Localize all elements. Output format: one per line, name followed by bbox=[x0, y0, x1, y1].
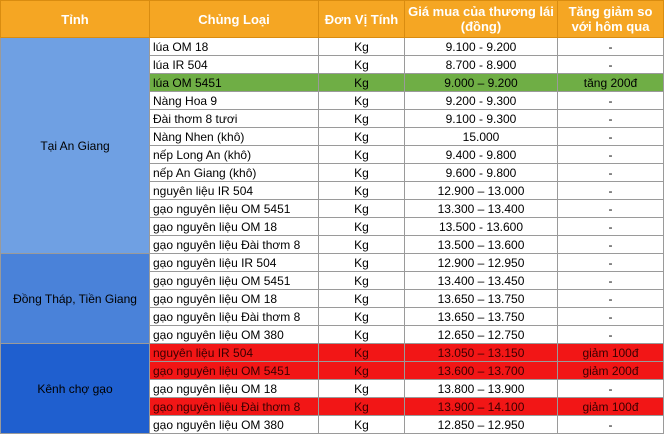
header-type: Chủng Loại bbox=[150, 1, 319, 38]
change-cell: tăng 200đ bbox=[558, 74, 664, 92]
table-row bbox=[1, 344, 664, 362]
price-cell: 13.400 – 13.450 bbox=[405, 272, 558, 290]
table-row bbox=[1, 254, 664, 272]
type-cell: gạo nguyên liệu IR 504 bbox=[150, 254, 319, 272]
unit-cell: Kg bbox=[319, 362, 405, 380]
type-cell: Nàng Hoa 9 bbox=[150, 92, 319, 110]
change-cell: - bbox=[558, 164, 664, 182]
type-cell: nguyên liệu IR 504 bbox=[150, 344, 319, 362]
type-cell: gạo nguyên liệu OM 5451 bbox=[150, 272, 319, 290]
type-cell: lúa OM 18 bbox=[150, 38, 319, 56]
type-cell: gạo nguyên liệu OM 5451 bbox=[150, 200, 319, 218]
change-cell: - bbox=[558, 290, 664, 308]
unit-cell: Kg bbox=[319, 254, 405, 272]
type-cell: nguyên liệu IR 504 bbox=[150, 182, 319, 200]
type-cell: gạo nguyên liệu Đài thơm 8 bbox=[150, 308, 319, 326]
type-cell: Đài thơm 8 tươi bbox=[150, 110, 319, 128]
unit-cell: Kg bbox=[319, 308, 405, 326]
price-cell: 13.050 – 13.150 bbox=[405, 344, 558, 362]
region-cell: Kênh chợ gạo bbox=[1, 344, 150, 434]
unit-cell: Kg bbox=[319, 38, 405, 56]
change-cell: - bbox=[558, 380, 664, 398]
price-cell: 13.900 – 14.100 bbox=[405, 398, 558, 416]
change-cell: - bbox=[558, 182, 664, 200]
price-cell: 12.850 – 12.950 bbox=[405, 416, 558, 434]
unit-cell: Kg bbox=[319, 164, 405, 182]
type-cell: gạo nguyên liệu OM 380 bbox=[150, 416, 319, 434]
price-cell: 9.200 - 9.300 bbox=[405, 92, 558, 110]
price-cell: 13.650 – 13.750 bbox=[405, 290, 558, 308]
change-cell: - bbox=[558, 236, 664, 254]
table-body bbox=[1, 38, 664, 434]
unit-cell: Kg bbox=[319, 200, 405, 218]
change-cell: giảm 100đ bbox=[558, 398, 664, 416]
price-cell: 13.500 – 13.600 bbox=[405, 236, 558, 254]
price-cell: 12.900 – 13.000 bbox=[405, 182, 558, 200]
type-cell: gạo nguyên liệu Đài thơm 8 bbox=[150, 398, 319, 416]
change-cell: - bbox=[558, 92, 664, 110]
type-cell: gạo nguyên liệu OM 5451 bbox=[150, 362, 319, 380]
change-cell: - bbox=[558, 128, 664, 146]
unit-cell: Kg bbox=[319, 128, 405, 146]
unit-cell: Kg bbox=[319, 56, 405, 74]
price-cell: 15.000 bbox=[405, 128, 558, 146]
change-cell: giảm 200đ bbox=[558, 362, 664, 380]
type-cell: gạo nguyên liệu OM 380 bbox=[150, 326, 319, 344]
unit-cell: Kg bbox=[319, 146, 405, 164]
price-cell: 13.800 – 13.900 bbox=[405, 380, 558, 398]
price-cell: 12.650 – 12.750 bbox=[405, 326, 558, 344]
change-cell: - bbox=[558, 308, 664, 326]
type-cell: gạo nguyên liệu Đài thơm 8 bbox=[150, 236, 319, 254]
type-cell: Nàng Nhen (khô) bbox=[150, 128, 319, 146]
unit-cell: Kg bbox=[319, 398, 405, 416]
unit-cell: Kg bbox=[319, 236, 405, 254]
type-cell: gạo nguyên liệu OM 18 bbox=[150, 290, 319, 308]
change-cell: giảm 100đ bbox=[558, 344, 664, 362]
unit-cell: Kg bbox=[319, 92, 405, 110]
change-cell: - bbox=[558, 272, 664, 290]
header-row bbox=[1, 1, 664, 38]
region-cell: Tại An Giang bbox=[1, 38, 150, 254]
unit-cell: Kg bbox=[319, 272, 405, 290]
header-region: Tỉnh bbox=[1, 1, 150, 38]
header-unit: Đơn Vị Tính bbox=[319, 1, 405, 38]
price-cell: 13.600 – 13.700 bbox=[405, 362, 558, 380]
price-cell: 13.300 – 13.400 bbox=[405, 200, 558, 218]
price-cell: 12.900 – 12.950 bbox=[405, 254, 558, 272]
change-cell: - bbox=[558, 56, 664, 74]
price-cell: 8.700 - 8.900 bbox=[405, 56, 558, 74]
unit-cell: Kg bbox=[319, 110, 405, 128]
type-cell: lúa OM 5451 bbox=[150, 74, 319, 92]
change-cell: - bbox=[558, 416, 664, 434]
region-cell: Đồng Tháp, Tiền Giang bbox=[1, 254, 150, 344]
price-cell: 13.500 - 13.600 bbox=[405, 218, 558, 236]
header-change: Tăng giảm so với hôm qua bbox=[558, 1, 664, 38]
change-cell: - bbox=[558, 38, 664, 56]
change-cell: - bbox=[558, 326, 664, 344]
change-cell: - bbox=[558, 146, 664, 164]
price-cell: 13.650 – 13.750 bbox=[405, 308, 558, 326]
type-cell: nếp An Giang (khô) bbox=[150, 164, 319, 182]
price-cell: 9.100 - 9.300 bbox=[405, 110, 558, 128]
unit-cell: Kg bbox=[319, 344, 405, 362]
unit-cell: Kg bbox=[319, 380, 405, 398]
price-cell: 9.100 - 9.200 bbox=[405, 38, 558, 56]
type-cell: gạo nguyên liệu OM 18 bbox=[150, 218, 319, 236]
unit-cell: Kg bbox=[319, 218, 405, 236]
price-cell: 9.000 – 9.200 bbox=[405, 74, 558, 92]
change-cell: - bbox=[558, 200, 664, 218]
change-cell: - bbox=[558, 218, 664, 236]
price-cell: 9.600 - 9.800 bbox=[405, 164, 558, 182]
change-cell: - bbox=[558, 110, 664, 128]
unit-cell: Kg bbox=[319, 416, 405, 434]
unit-cell: Kg bbox=[319, 290, 405, 308]
type-cell: gạo nguyên liệu OM 18 bbox=[150, 380, 319, 398]
unit-cell: Kg bbox=[319, 326, 405, 344]
unit-cell: Kg bbox=[319, 74, 405, 92]
unit-cell: Kg bbox=[319, 182, 405, 200]
type-cell: nếp Long An (khô) bbox=[150, 146, 319, 164]
price-cell: 9.400 - 9.800 bbox=[405, 146, 558, 164]
header-price: Giá mua của thương lái (đồng) bbox=[405, 1, 558, 38]
table-row bbox=[1, 38, 664, 56]
change-cell: - bbox=[558, 254, 664, 272]
type-cell: lúa IR 504 bbox=[150, 56, 319, 74]
